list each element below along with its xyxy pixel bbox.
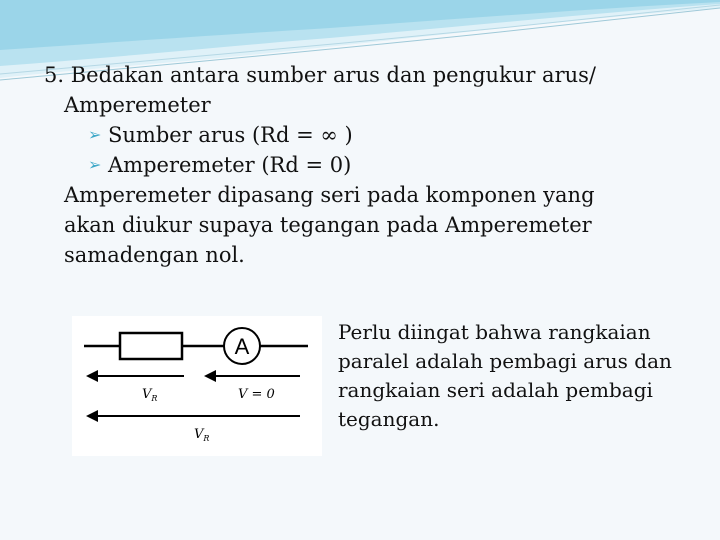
arrow-bullet-icon: ➢ — [88, 155, 102, 174]
v0-label: V = 0 — [238, 387, 275, 402]
v0-arrow-head — [204, 370, 216, 382]
vr2-arrow-head — [86, 410, 98, 422]
vr-arrow-head — [86, 370, 98, 382]
bullet-text: Sumber arus (Rd = ∞ ) — [108, 123, 353, 147]
paragraph-line-3: samadengan nol. — [64, 243, 245, 267]
circuit-diagram — [72, 316, 322, 456]
resistor — [120, 333, 182, 359]
vr2-label: $V_R$ — [194, 427, 210, 443]
ammeter-label: A — [234, 334, 250, 359]
note-text: Perlu diingat bahwa rangkaian paralel adalah pembagi arus dan rangkaian seri adalah pembagi tegangan. — [338, 320, 672, 431]
heading-line-1: 5. Bedakan antara sumber arus dan pengukur arus/ — [44, 63, 596, 87]
vr-label: $V_R$ — [142, 387, 158, 403]
circuit-diagram-svg — [72, 316, 322, 456]
heading-line-2: Amperemeter — [64, 93, 211, 117]
main-content — [44, 60, 694, 270]
bullet-item-amperemeter — [44, 150, 694, 180]
arrow-bullet-icon: ➢ — [88, 125, 102, 144]
paragraph-line-2: akan diukur supaya tegangan pada Amperemeter — [64, 213, 592, 237]
paragraph-line-1: Amperemeter dipasang seri pada komponen yang — [64, 183, 595, 207]
bullet-text: Amperemeter (Rd = 0) — [108, 153, 352, 177]
bullet-item-sumber-arus — [44, 120, 694, 150]
